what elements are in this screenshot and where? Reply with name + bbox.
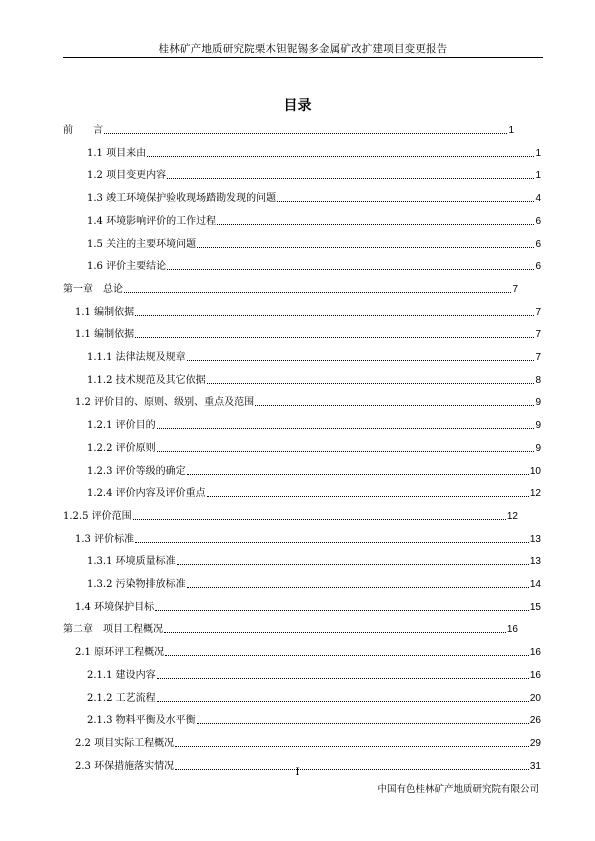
- toc-dot-leader: [197, 714, 529, 724]
- toc-entry-label: 2.3 环保措施落实情况: [75, 761, 175, 772]
- toc-entry-label: 1.3.2 污染物排放标准: [87, 579, 186, 590]
- toc-entry[interactable]: [75, 396, 541, 410]
- toc-dot-leader: [104, 124, 507, 134]
- toc-entry-page: 14: [529, 579, 541, 590]
- toc-entry-page: 10: [529, 466, 541, 477]
- toc-entry-label: 1.2.3 评价等级的确定: [87, 466, 186, 477]
- toc-entry-page: 31: [529, 761, 541, 772]
- toc-entry-page: 7: [535, 329, 541, 340]
- toc-entry-label: 1.2.1 评价目的: [87, 420, 156, 431]
- toc-entry[interactable]: [87, 169, 541, 183]
- toc-entry[interactable]: [87, 578, 541, 592]
- toc-entry-page: 7: [535, 307, 541, 318]
- toc-entry-label: 1.6 评价主要结论: [87, 261, 167, 272]
- toc-entry[interactable]: [87, 238, 541, 252]
- toc-entry-page: 7: [535, 352, 541, 363]
- toc-entry[interactable]: [75, 737, 541, 751]
- toc-entry[interactable]: [87, 487, 541, 501]
- toc-dot-leader: [165, 646, 529, 656]
- toc-entry-label: 1.1 编制依据: [75, 307, 135, 318]
- toc-dot-leader: [167, 169, 534, 179]
- toc-entry-page: 29: [529, 738, 541, 749]
- toc-dot-leader: [217, 215, 534, 225]
- toc-entry-label: 1.2.2 评价原则: [87, 443, 156, 454]
- toc-dot-leader: [175, 737, 529, 747]
- toc-dot-leader: [187, 465, 529, 475]
- toc-entry-label: 2.2 项目实际工程概况: [75, 738, 175, 749]
- toc-dot-leader: [255, 396, 534, 406]
- toc-entry-page: 15: [529, 602, 541, 613]
- toc-dot-leader: [187, 578, 529, 588]
- toc-dot-leader: [133, 510, 506, 520]
- toc-entry-page: 16: [529, 647, 541, 658]
- toc-dot-leader: [157, 669, 529, 679]
- toc-entry[interactable]: [75, 328, 541, 342]
- toc-entry[interactable]: [87, 442, 541, 456]
- toc-dot-leader: [157, 692, 529, 702]
- toc-entry-label: 2.1 原环评工程概况: [75, 647, 165, 658]
- toc-entry[interactable]: [75, 646, 541, 660]
- toc-entry[interactable]: [87, 419, 541, 433]
- toc-entry-page: 7: [512, 284, 518, 295]
- toc-entry-page: 13: [529, 556, 541, 567]
- toc-entry-label: 1.1.1 法律法规及规章: [87, 352, 186, 363]
- toc-dot-leader: [155, 601, 529, 611]
- toc-entry-label: 1.1.2 技术规范及其它依据: [87, 375, 206, 386]
- toc-entry[interactable]: [63, 623, 518, 637]
- toc-entry[interactable]: [87, 147, 541, 161]
- toc-entry-label: 2.1.3 物料平衡及水平衡: [87, 715, 196, 726]
- toc-entry-page: 9: [535, 420, 541, 431]
- toc-dot-leader: [157, 442, 535, 452]
- toc-entry[interactable]: [63, 283, 518, 297]
- toc-entry[interactable]: [75, 306, 541, 320]
- toc-dot-leader: [157, 419, 535, 429]
- toc-entry-label: 1.3 评价标准: [75, 534, 135, 545]
- toc-entry[interactable]: [63, 510, 518, 524]
- toc-entry-label: 1.3.1 环境质量标准: [87, 556, 176, 567]
- toc-dot-leader: [177, 555, 529, 565]
- toc-entry-label: 1.5 关注的主要环境问题: [87, 239, 197, 250]
- toc-entry[interactable]: [75, 601, 541, 615]
- toc-dot-leader: [277, 192, 534, 202]
- toc-entry-label: 1.3 竣工环境保护验收现场踏勘发现的问题: [87, 193, 277, 204]
- toc-entry-page: 1: [535, 148, 541, 159]
- toc-entry-page: 6: [535, 216, 541, 227]
- toc-entry-label: 1.2.5 评价范围: [63, 511, 132, 522]
- header-rule: [63, 57, 543, 58]
- toc-entry-page: 9: [535, 397, 541, 408]
- toc-entry-page: 26: [529, 715, 541, 726]
- toc-entry[interactable]: [87, 192, 541, 206]
- footer-organization: 中国有色桂林矿产地质研究院有限公司: [377, 784, 539, 795]
- toc-entry-label: 第一章 总论: [63, 284, 123, 295]
- toc-dot-leader: [124, 283, 511, 293]
- toc-entry[interactable]: [87, 260, 541, 274]
- toc-dot-leader: [197, 238, 534, 248]
- toc-entry-page: 4: [535, 193, 541, 204]
- toc-entry[interactable]: [87, 374, 541, 388]
- toc-entry[interactable]: [87, 714, 541, 728]
- toc-entry-label: 1.2 评价目的、原则、级别、重点及范围: [75, 397, 255, 408]
- toc-title: 目录: [283, 98, 312, 114]
- toc-dot-leader: [135, 533, 529, 543]
- toc-dot-leader: [187, 351, 535, 361]
- toc-dot-leader: [207, 374, 535, 384]
- toc-dot-leader: [207, 487, 529, 497]
- toc-entry-page: 12: [529, 488, 541, 499]
- toc-entry-page: 6: [535, 239, 541, 250]
- toc-entry-page: 9: [535, 443, 541, 454]
- header-title: 桂林矿产地质研究院栗木钽铌锡多金属矿改扩建项目变更报告: [158, 43, 448, 55]
- toc-entry-label: 1.2.4 评价内容及评价重点: [87, 488, 206, 499]
- toc-entry[interactable]: [87, 692, 541, 706]
- toc-entry[interactable]: [63, 124, 514, 138]
- toc-entry[interactable]: [87, 351, 541, 365]
- toc-entry-label: 1.1 编制依据: [75, 329, 135, 340]
- toc-entry-label: 1.4 环境影响评价的工作过程: [87, 216, 217, 227]
- toc-dot-leader: [135, 306, 534, 316]
- toc-entry-page: 20: [529, 693, 541, 704]
- toc-entry-page: 13: [529, 534, 541, 545]
- toc-entry-label: 1.2 项目变更内容: [87, 170, 167, 181]
- toc-entry-label: 第二章 项目工程概况: [63, 624, 163, 635]
- toc-entry-label: 2.1.2 工艺流程: [87, 693, 156, 704]
- toc-entry-label: 前 言: [63, 125, 103, 136]
- toc-entry-page: 16: [506, 624, 518, 635]
- toc-dot-leader: [167, 260, 534, 270]
- toc-entry-page: 16: [529, 670, 541, 681]
- toc-entry-page: 12: [506, 511, 518, 522]
- toc-entry-label: 1.1 项目来由: [87, 148, 147, 159]
- toc-entry-page: 1: [508, 125, 514, 136]
- toc-entry[interactable]: [87, 215, 541, 229]
- toc-entry[interactable]: [87, 669, 541, 683]
- toc-entry[interactable]: [87, 555, 541, 569]
- toc-dot-leader: [147, 147, 534, 157]
- toc-entry-page: 1: [535, 170, 541, 181]
- toc-entry-page: 8: [535, 375, 541, 386]
- footer-page-number: I: [295, 767, 300, 778]
- toc-entry-label: 2.1.1 建设内容: [87, 670, 156, 681]
- toc-dot-leader: [164, 623, 506, 633]
- toc-dot-leader: [135, 328, 534, 338]
- toc-entry-page: 6: [535, 261, 541, 272]
- toc-entry-label: 1.4 环境保护目标: [75, 602, 155, 613]
- toc-entry[interactable]: [87, 465, 541, 479]
- toc-entry[interactable]: [75, 533, 541, 547]
